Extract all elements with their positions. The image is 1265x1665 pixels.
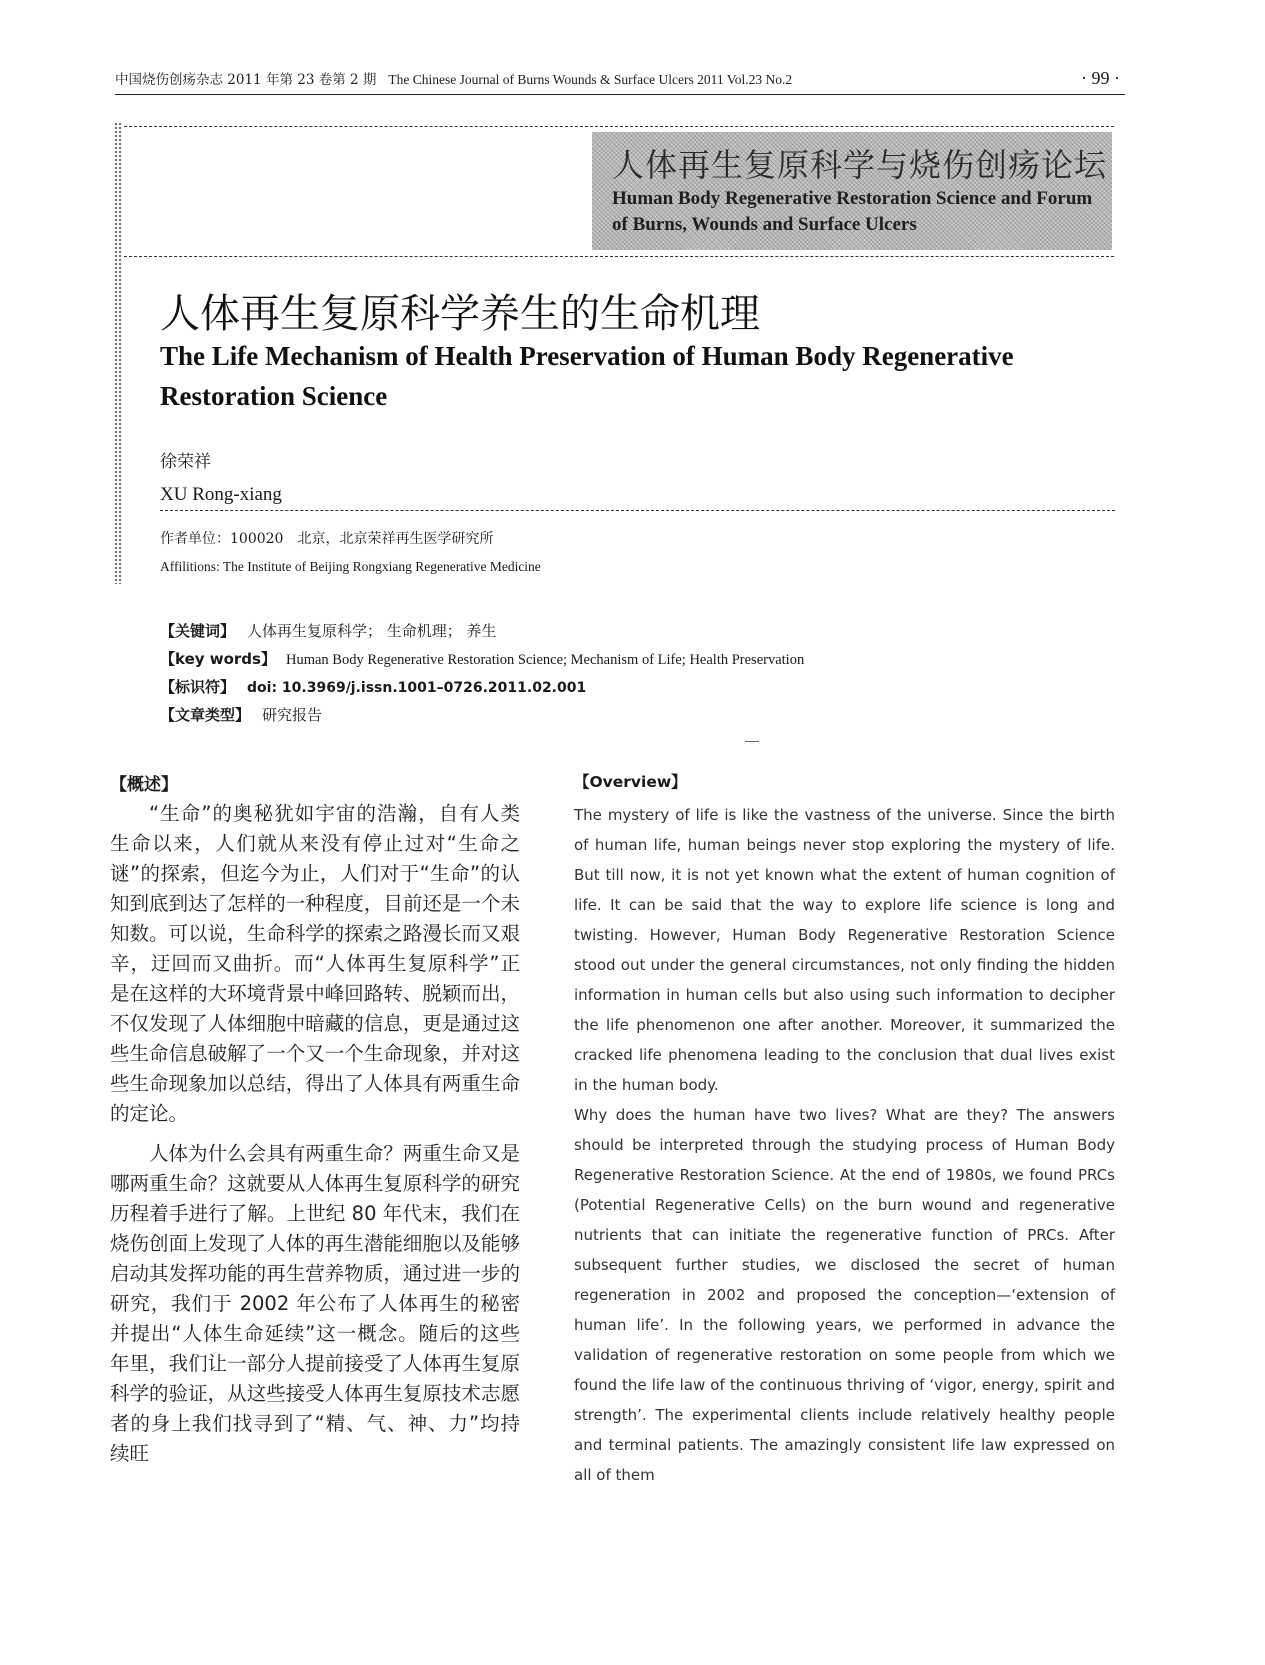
article-type-line [160,704,322,725]
section-heading-cn: 【概述】 [110,775,178,795]
journal-name-en: The Chinese Journal of Burns Wounds & Surface Ulcers 2011 Vol.23 No.2 [388,72,793,87]
forum-title-cn: 人体再生复原科学与烧伤创疡论坛 [612,146,1108,184]
page-number: · 99 · [1081,68,1120,88]
forum-title-en: Human Body Regenerative Restoration Science and Forum of Burns, Wounds and Surface Ulcers [612,188,1093,235]
stray-mark [745,741,759,742]
identifier-label: 【标识符】 [160,678,236,696]
body-column-en [574,800,1115,1490]
body-column-cn [110,799,520,1479]
identifier-line [160,676,586,697]
author-dashed-rule [160,510,1115,511]
journal-name-cn: 中国烧伤创疡杂志 2011 年第 23 卷第 2 期 [115,72,377,88]
keywords-cn-line [160,620,497,641]
keywords-cn-value: 人体再生复原科学； 生命机理； 养生 [247,622,497,640]
keywords-en-line [160,648,804,669]
keywords-en-label: 【key words】 [160,650,276,668]
cn-paragraph: “生命”的奥秘犹如宇宙的浩瀚，自有人类生命以来，人们就从来没有停止过对“生命之谜”的探索，但迄今为止，人们对于“生命”的认知到底到达了怎样的一种程度，目前还是一个未知数。可以说，生命科学的探索之路漫长而又艰辛，迂回而又曲折。而“人体再生复原科学”正是在这样的大环境背景中峰回路转、脱颖而出，不仅发现了人体细胞中暗藏的信息，更是通过这些生命信息破解了一个又一个生命现象，并对这些生命现象加以总结，得出了人体具有两重生命的定论。 [110,802,520,1125]
keywords-en-value: Human Body Regenerative Restoration Science; Mechanism of Life; Health Preservation [285,652,805,668]
author-name-cn: 徐荣祥 [160,452,211,472]
left-decorative-bar [114,122,122,584]
affiliation-cn: 作者单位：100020 北京，北京荣祥再生医学研究所 [160,531,494,547]
header-rule [115,94,1125,95]
running-header [115,68,1125,88]
article-type-value: 研究报告 [262,706,323,724]
cn-paragraph: 人体为什么会具有两重生命？两重生命又是哪两重生命？这就要从人体再生复原科学的研究历程着手进行了解。上世纪 80 年代末，我们在烧伤创面上发现了人体的再生潜能细胞以及能够启动其发挥功能的再生营养物质，通过进一步的研究，我们于 2002 年公布了人体再生的秘密并提出“人体生命延续”这一概念。随后的这些年里，我们让一部分人提前接受了人体再生复原科学的验证，从这些接受人体再生复原技术志愿者的身上我们找寻到了“精、气、神、力”均持续旺 [110,1142,520,1465]
en-paragraph: Why does the human have two lives? What are they? The answers should be interpreted through the studying process of Human Body Regenerative Restoration Science. At the end of 1980s, we found PRCs (Potential Regenerative Cells) on the burn wound and regenerative nutrients that can initiate the regenerative function of PRCs. After subsequent further studies, we disclosed the secret of human regeneration in 2002 and proposed the conception—‘extension of human life’. In the following years, we performed in advance the validation of regenerative restoration on some people from which we found the life law of the continuous thriving of ‘vigor, energy, spirit and strength’. The experimental clients include relatively healthy people and terminal patients. The amazingly consistent life law expressed on all of them [574,1106,1115,1484]
section-heading-en: 【Overview】 [574,773,687,791]
author-name-en: XU Rong-xiang [160,484,282,505]
article-type-label: 【文章类型】 [160,706,251,724]
en-paragraph: The mystery of life is like the vastness of the universe. Since the birth of human life, human beings never stop exploring the mystery of life. But till now, it is not yet known what the extent of human cognition of life. It can be said that the way to explore life science is long and twisting. However, Human Body Regenerative Restoration Science stood out under the general circumstances, not only finding the hidden information in human cells but also using such information to decipher the life phenomenon one after another. Moreover, it summarized the cracked life phenomena leading to the conclusion that dual lives exist in the human body. [574,806,1115,1094]
keywords-cn-label: 【关键词】 [160,622,236,640]
doi-value: doi: 10.3969/j.issn.1001–0726.2011.02.001 [247,680,587,696]
affiliation-en: Affilitions: The Institute of Beijing Rongxiang Regenerative Medicine [160,559,541,574]
banner-bottom-dashed-rule [124,256,1114,257]
article-title-en: The Life Mechanism of Health Preservation of Human Body Regenerative Restoration Science [160,341,1014,411]
article-title-cn: 人体再生复原科学养生的生命机理 [160,291,760,337]
banner-top-dashed-rule [124,126,1114,127]
